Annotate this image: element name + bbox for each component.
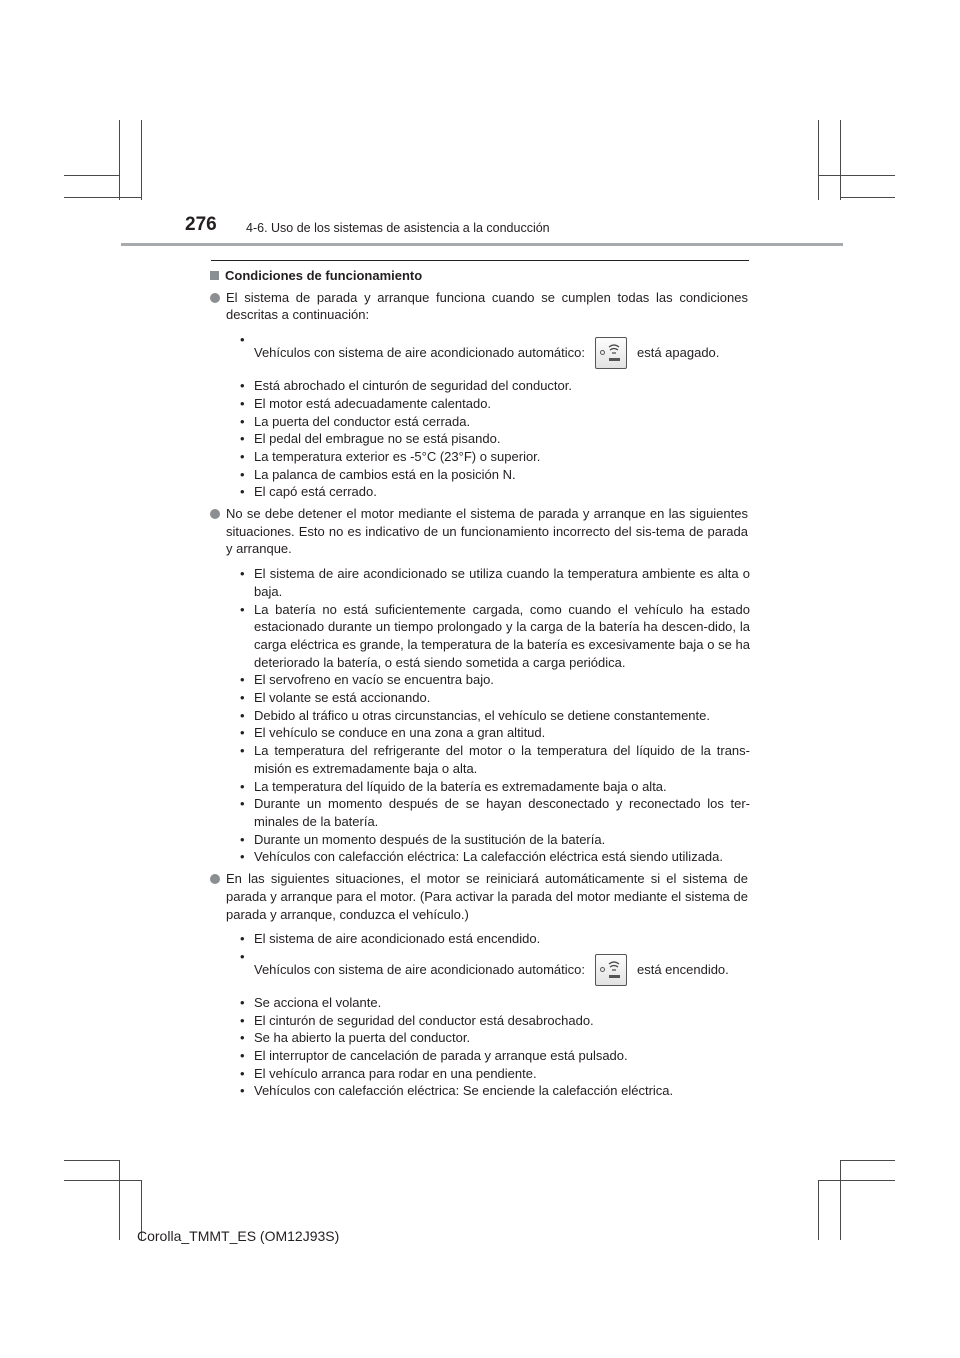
restart-list	[210, 930, 750, 1100]
list-item: • El servofreno en vacío se encuentra bajo.	[240, 671, 750, 689]
condition-list	[210, 331, 750, 501]
list-item: • Se ha abierto la puerta del conductor.	[240, 1029, 750, 1047]
list-item	[240, 331, 750, 375]
list-item: • La batería no está suficientemente cargada, como cuando el vehículo ha estado estacionado durante un tiempo prolongado y la carga de la batería ha descen-dido, la carga eléctrica es grande, la temperatura de la batería es excesivamente baja o se ha deteriorado la batería, o está siendo sometida a carga periódica.	[240, 601, 750, 672]
crop-mark	[141, 120, 142, 200]
list-item: • El vehículo arranca para rodar en una pendiente.	[240, 1065, 750, 1083]
crop-mark	[64, 197, 141, 198]
paragraph	[210, 870, 748, 923]
main-content	[210, 267, 748, 1100]
paragraph	[210, 289, 748, 324]
square-bullet-icon	[210, 271, 219, 280]
crop-mark	[840, 120, 841, 200]
list-item-text: • Vehículos con sistema de aire acondicionado automático:	[254, 345, 585, 361]
paragraph-text: No se debe detener el motor mediante el sistema de parada y arranque en las siguientes situaciones. Esto no es indicativo de un funcionamiento incorrecto del sis-tema de parada y arranque.	[226, 506, 748, 557]
section-heading	[210, 267, 748, 285]
header-divider	[121, 243, 843, 246]
section-divider	[211, 260, 749, 261]
section-heading-text: Condiciones de funcionamiento	[225, 268, 423, 283]
list-item: • Vehículos con calefacción eléctrica: La calefacción eléctrica está siendo utilizada.	[240, 848, 750, 866]
footer-manual-code: Corolla_TMMT_ES (OM12J93S)	[137, 1228, 340, 1244]
round-bullet-icon	[210, 293, 220, 303]
list-item: • El volante se está accionando.	[240, 689, 750, 707]
paragraph-text: El sistema de parada y arranque funciona cuando se cumplen todas las condiciones descritas a continuación:	[226, 289, 748, 323]
list-item: • Se acciona el volante.	[240, 994, 750, 1012]
crop-mark	[818, 1180, 895, 1181]
crop-mark	[818, 120, 819, 200]
chapter-title: 4-6. Uso de los sistemas de asistencia a la conducción	[246, 221, 550, 235]
page-number: 276	[185, 214, 217, 235]
list-item: • Debido al tráfico u otras circunstancias, el vehículo se detiene constantemente.	[240, 707, 750, 725]
list-item-text: está apagado.	[636, 345, 720, 361]
round-bullet-icon	[210, 874, 220, 884]
situation-list	[210, 565, 750, 866]
list-item: • Vehículos con calefacción eléctrica: Se enciende la calefacción eléctrica.	[240, 1082, 750, 1100]
paragraph	[210, 505, 748, 558]
list-item: • El motor está adecuadamente calentado.	[240, 395, 750, 413]
crop-mark	[64, 175, 119, 176]
list-item: • La temperatura del líquido de la batería es extremadamente baja o alta.	[240, 778, 750, 796]
list-item: • El cinturón de seguridad del conductor está desabrochado.	[240, 1012, 750, 1030]
list-item-text: está encendido.	[636, 962, 729, 978]
paragraph-text: En las siguientes situaciones, el motor se reiniciará automáticamente si el sistema de parada y arranque para el motor. (Para activar la parada del motor mediante el sistema de parada y arranque, conduzca el vehículo.)	[226, 871, 748, 922]
list-item: • Durante un momento después de la sustitución de la batería.	[240, 831, 750, 849]
list-item: • El capó está cerrado.	[240, 483, 750, 501]
crop-mark	[64, 1180, 141, 1181]
crop-mark	[119, 1160, 120, 1240]
list-item: • El pedal del embrague no se está pisando.	[240, 430, 750, 448]
list-item: • El interruptor de cancelación de parada y arranque está pulsado.	[240, 1047, 750, 1065]
round-bullet-icon	[210, 509, 220, 519]
crop-mark	[840, 1160, 895, 1161]
list-item: • La palanca de cambios está en la posición N.	[240, 466, 750, 484]
crop-mark	[818, 175, 895, 176]
list-item: • Durante un momento después de se hayan desconectado y reconectado los ter-minales de la batería.	[240, 795, 750, 830]
list-item: • El sistema de aire acondicionado se utiliza cuando la temperatura ambiente es alta o baja.	[240, 565, 750, 600]
ac-front-button-icon	[595, 954, 627, 986]
list-item: • La puerta del conductor está cerrada.	[240, 413, 750, 431]
list-item: • El vehículo se conduce en una zona a gran altitud.	[240, 724, 750, 742]
ac-front-button-icon	[595, 337, 627, 369]
list-item: • La temperatura del refrigerante del motor o la temperatura del líquido de la trans-misión es extremadamente baja o alta.	[240, 742, 750, 777]
crop-mark	[840, 1160, 841, 1240]
crop-mark	[840, 197, 895, 198]
list-item-text: • Vehículos con sistema de aire acondicionado automático:	[254, 962, 585, 978]
list-item: • El sistema de aire acondicionado está encendido.	[240, 930, 750, 948]
list-item	[240, 948, 750, 992]
list-item: • La temperatura exterior es -5°C (23°F) o superior.	[240, 448, 750, 466]
crop-mark	[119, 120, 120, 200]
crop-mark	[818, 1180, 819, 1240]
list-item: • Está abrochado el cinturón de seguridad del conductor.	[240, 377, 750, 395]
crop-mark	[64, 1160, 119, 1161]
